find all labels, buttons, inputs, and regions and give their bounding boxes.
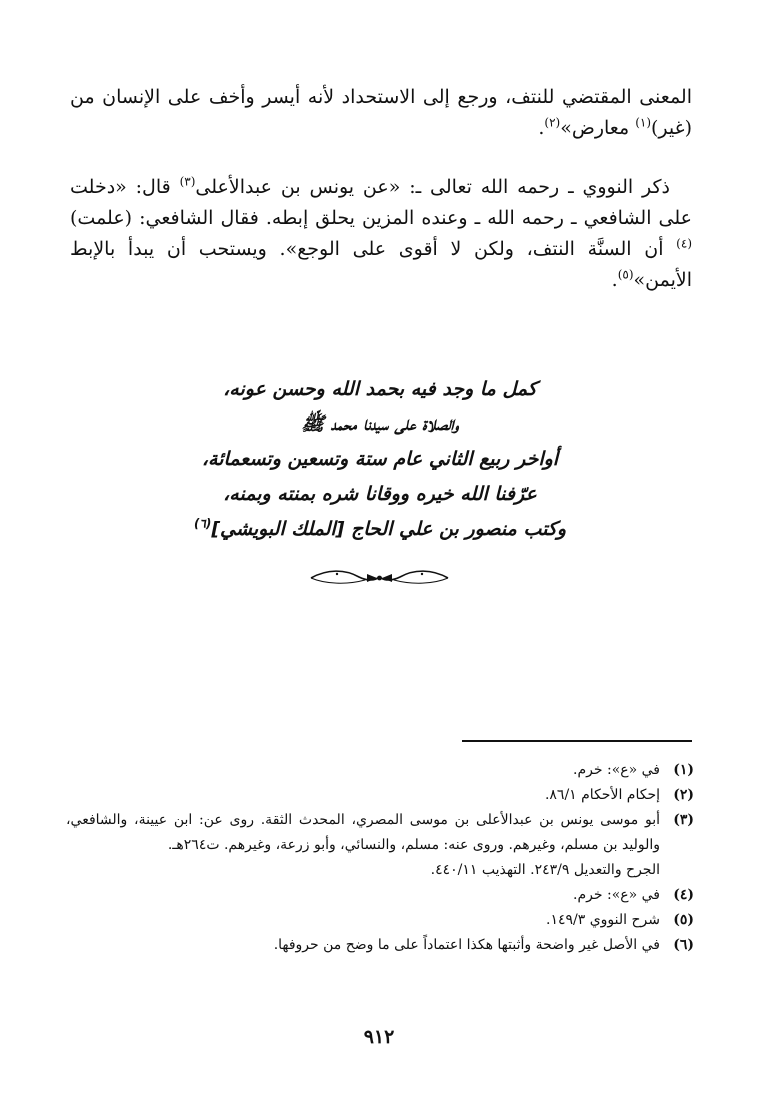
footnote-4 [66, 883, 694, 908]
footnote-line: في «ع»: خرم. [573, 762, 660, 778]
ornament-divider-icon [307, 566, 452, 588]
footnote-number: (٣) [673, 812, 694, 828]
footnote-ref-5: (٥) [617, 267, 634, 282]
paragraph-1-end: . [538, 117, 545, 139]
colophon-line-5-text: وكتب منصور بن علي الحاج [الملك البويشي] [211, 518, 567, 540]
footnote-1 [66, 758, 694, 783]
footnote-line: شرح النووي ١٤٩/٣. [546, 912, 660, 928]
colophon-line-2: والصلاة على سيدنا محمد ﷺ [301, 413, 459, 435]
footnote-5 [66, 908, 694, 933]
footnote-ref-2: (٢) [544, 115, 561, 130]
footnote-6 [66, 933, 694, 958]
footnote-ref-4: (٤) [676, 236, 692, 251]
footnotes [66, 758, 694, 958]
footnote-number: (٤) [673, 887, 694, 903]
footnote-ref-1: (١) [635, 115, 652, 130]
colophon-line-4: عرّفنا الله خيره ووقانا شره بمنته وبمنه، [223, 483, 537, 505]
paragraph-2-part-c: أن السنَّة النتف، ولكن لا أقوى على الوجع». ويستحب أن يبدأ بالإبط الأيمن» [70, 238, 692, 291]
page-number: ٩١٢ [363, 1026, 395, 1048]
footnote-text [66, 908, 660, 933]
colophon-line-3: أواخر ربيع الثاني عام ستة وتسعين وتسعمائة، [201, 448, 559, 470]
paragraph-2-part-b: قال: «دخلت على الشافعي ـ رحمه الله ـ وعنده المزين يحلق إبطه. فقال الشافعي: (علمت) [70, 176, 692, 229]
footnote-text [66, 758, 660, 783]
paragraph-1-part-a: المعنى المقتضي للنتف، ورجع إلى الاستحداد لأنه أيسر وأخف على الإنسان من (غير) [70, 86, 692, 139]
footnote-2 [66, 783, 694, 808]
footnote-number: (١) [673, 762, 694, 778]
footnote-number: (٦) [673, 937, 694, 953]
colophon-line-1: كمل ما وجد فيه بحمد الله وحسن عونه، [223, 378, 537, 400]
footnote-text [66, 808, 660, 883]
paragraph-1-part-b: معارض» [560, 117, 636, 139]
footnote-line: أبو موسى يونس بن عبدالأعلى بن موسى المصري، المحدث الثقة. روى عن: ابن عيينة، والشافعي، والوليد بن مسلم، وغيرهم. وروى عنه: مسلم، والنسائي، وأبو زرعة، وغيرهم. ت٢٦٤هـ. [66, 812, 660, 853]
paragraph-2 [70, 172, 692, 296]
footnote-number: (٢) [673, 787, 694, 803]
footnote-text [66, 933, 660, 958]
footnote-separator [462, 740, 692, 742]
footnote-line: إحكام الأحكام ٨٦/١. [544, 787, 660, 803]
footnote-text [66, 783, 660, 808]
footnote-text [66, 883, 660, 908]
colophon [120, 372, 640, 547]
footnote-line: الجرح والتعديل ٢٤٣/٩. التهذيب ٤٤٠/١١. [430, 862, 660, 878]
footnote-line: في «ع»: خرم. [573, 887, 660, 903]
footnote-ref-6: (٦) [193, 516, 212, 531]
footnote-number: (٥) [673, 912, 694, 928]
colophon-line-5 [120, 512, 640, 547]
paragraph-1 [70, 82, 692, 144]
footnote-3 [66, 808, 694, 883]
paragraph-2-part-a: ذكر النووي ـ رحمه الله تعالى ـ: «عن يونس بن عبدالأعلى [195, 176, 671, 198]
footnote-ref-3: (٣) [179, 174, 196, 189]
footnote-line: في الأصل غير واضحة وأثبتها هكذا اعتماداً على ما وضح من حروفها. [273, 937, 660, 953]
paragraph-2-text [70, 172, 692, 296]
paragraph-1-text [70, 82, 692, 144]
paragraph-2-end: . [611, 269, 618, 291]
